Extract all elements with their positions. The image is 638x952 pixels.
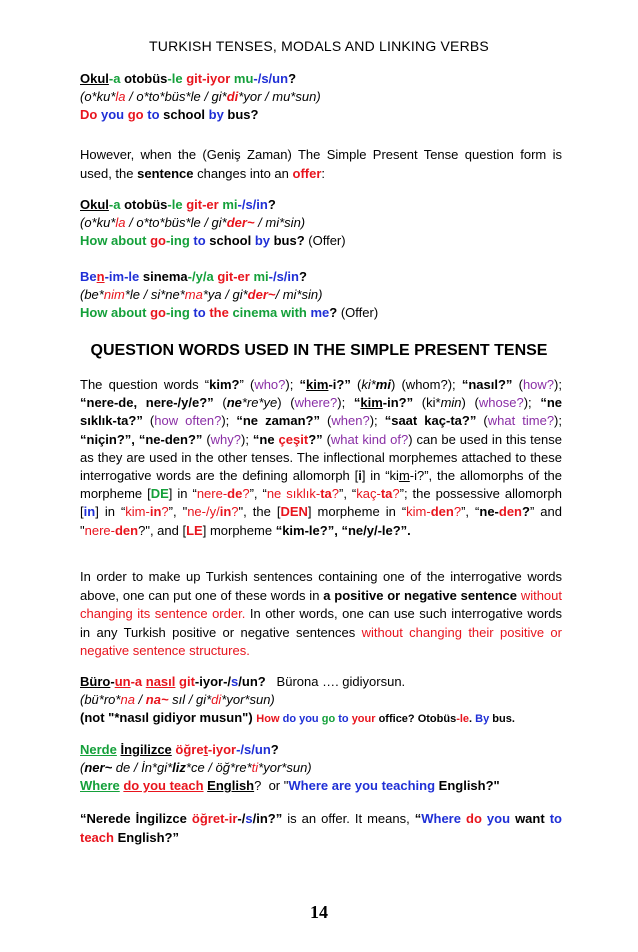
example-1 [80,70,562,124]
example-2-pronunciation: (o*ku*la / o*to*büs*le / gi*der~ / mi*sin) [80,215,306,230]
paragraph-question-words: The question words “kim?” (who?); “kim-i?” (ki*mi) (whom?); “nasıl?” (how?); “nere-de, nere-/y/e?” (ne*re*ye) (where?); “kim-in?” (ki*min) (whose?); “ne sıklık-ta?” (how often?); “ne zaman?” (when?); “saat kaç-ta?” (what time?); “niçin?”, “ne-den?” (why?); “ne çeşit?” (what kind of?) can be used in this tense as they are used in the other tenses. The inflectional morphemes attached to these interrogative words are the defining allomorph [i] in “kim-i?”, the allomorphs of the morpheme [DE] in “nere-de?”, “ne sıklık-ta?”, “kaç-ta?”; the possessive allomorph [in] in “kim-in?”, "ne-/y/in?", the [DEN] morpheme in “kim-den?”, “ne-den?” and "nere-den?", and [LE] morpheme “kim-le?”, “ne/y/-le?”. [80,377,563,538]
example-3 [80,268,562,322]
example-2-english: How about go-ing to school by bus? (Offer) [80,233,346,248]
example-5-pronunciation: (ner~ de / İn*gi*liz*ce / öğ*re*ti*yor*sun) [80,760,312,775]
example-4 [80,673,562,728]
example-3-english: How about go-ing to the cinema with me? (Offer) [80,305,379,320]
paragraph-offer-intro: However, when the (Geniş Zaman) The Simple Present Tense question form is used, the sentence changes into an offer: [80,147,562,181]
example-3-pronunciation: (be*nim*le / si*ne*ma*ya / gi*der~/ mi*sin) [80,287,323,302]
paragraph-sentence-order: In order to make up Turkish sentences containing one of the interrogative words above, one can put one of these words in a positive or negative sentence without changing its sentence order. In other words, one can use such interrogative words in any Turkish positive or negative sentences without changing their positive or negative sentence structures. [80,569,563,658]
example-5-turkish: Nerde İngilizce öğret-iyor-/s/un? [80,742,279,757]
example-4-turkish: Büro-un-a nasıl git-iyor-/s/un? Bürona …. gidiyorsun. [80,674,406,689]
example-4-pronunciation: (bü*ro*na / na~ sıl / gi*di*yor*sun) [80,692,275,707]
example-1-turkish: Okul-a otobüs-le git-iyor mu-/s/un? [80,71,297,86]
running-header: TURKISH TENSES, MODALS AND LINKING VERBS [149,38,489,54]
example-2-turkish: Okul-a otobüs-le git-er mi-/s/in? [80,197,276,212]
example-5 [80,741,562,795]
example-1-pronunciation: (o*ku*la / o*to*büs*le / gi*di*yor / mu*sun) [80,89,321,104]
example-5-english: Where do you teach English? or "Where are you teaching English?" [80,778,500,793]
paragraph-offer-meaning: “Nerede İngilizce öğret-ir-/s/in?” is an offer. It means, “Where do you want to teach English?” [80,811,562,845]
page-number: 14 [310,902,328,922]
section-heading: QUESTION WORDS USED IN THE SIMPLE PRESENT TENSE [90,342,548,359]
example-2 [80,196,562,250]
example-1-english: Do you go to school by bus? [80,107,259,122]
example-4-note: (not "*nasıl gidiyor musun") How do you go to your office? Otobüs-le. By bus. [80,710,515,725]
example-3-turkish: Ben-im-le sinema-/y/a git-er mi-/s/in? [80,269,307,284]
